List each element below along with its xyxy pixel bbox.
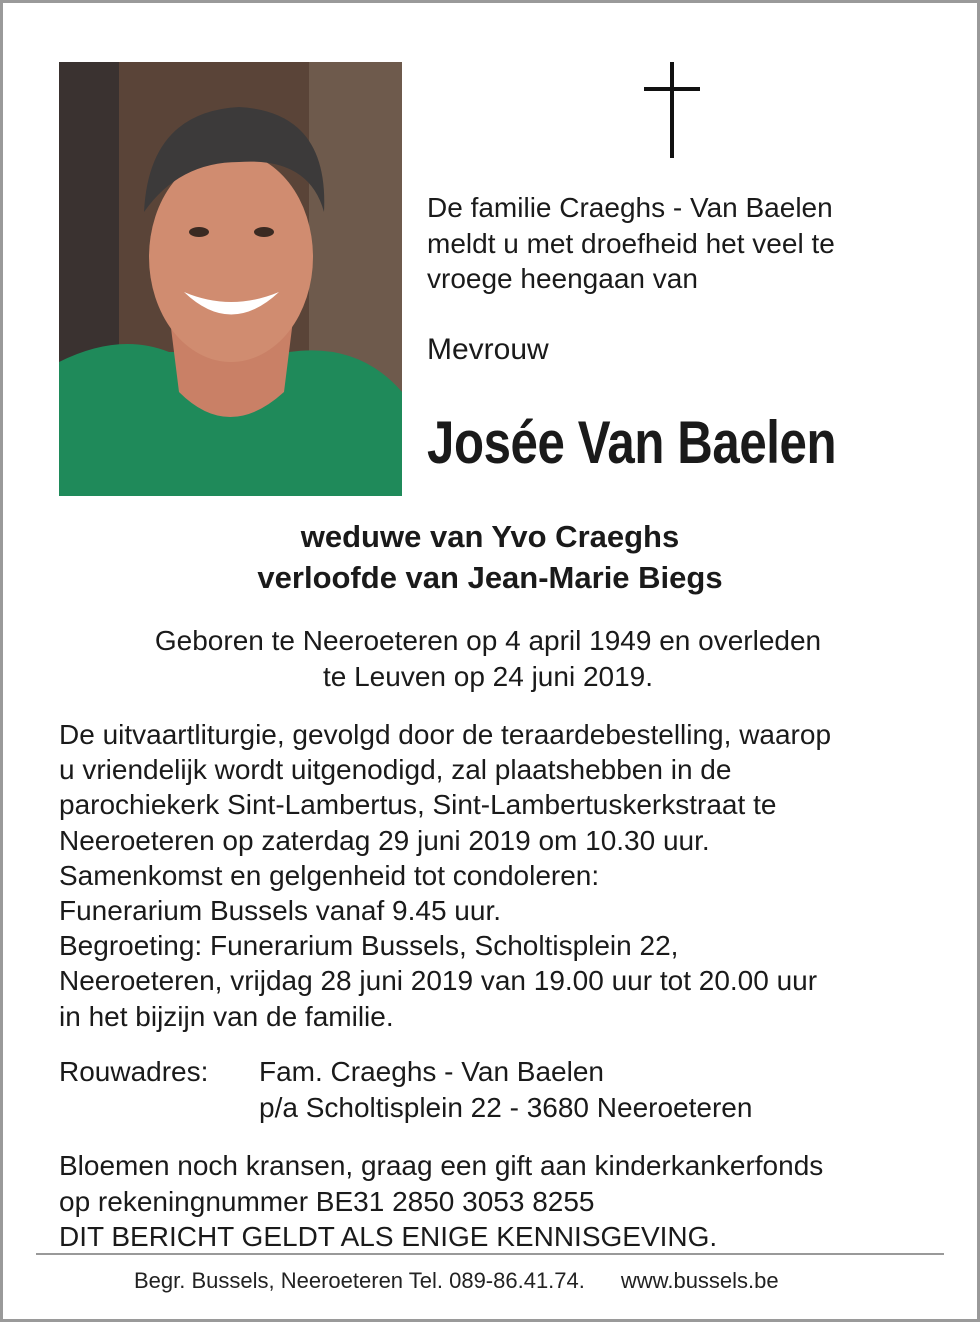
- intro-line: vroege heengaan van: [427, 263, 698, 294]
- intro-line: De familie Craeghs - Van Baelen: [427, 192, 833, 223]
- intro-line: meldt u met droefheid het veel te: [427, 227, 835, 259]
- address-label: Rouwadres:: [59, 1056, 209, 1087]
- relation-line: weduwe van Yvo Craeghs: [300, 519, 680, 554]
- body-line: Samenkomst en gelgenheid tot condoleren:: [59, 859, 600, 891]
- body-line: Funerarium Bussels vanaf 9.45 uur.: [59, 895, 502, 927]
- deceased-name: Josée Van Baelen: [427, 409, 837, 476]
- footer: [134, 1268, 779, 1294]
- website-link[interactable]: www.bussels.be: [620, 1268, 779, 1293]
- funeral-details: [59, 717, 831, 1034]
- body-line: u vriendelijk wordt uitgenodigd, zal plaatshebben in de: [59, 754, 732, 786]
- divider: [36, 1253, 944, 1255]
- relation-line: verloofde van Jean-Marie Biegs: [257, 560, 723, 595]
- closing-line: DIT BERICHT GELDT ALS ENIGE KENNISGEVING.: [59, 1221, 718, 1252]
- undertaker-info: Begr. Bussels, Neeroeteren Tel. 089-86.41.74.: [134, 1268, 585, 1293]
- honorific: Mevrouw: [427, 333, 549, 366]
- body-line: Begroeting: Funerarium Bussels, Scholtisplein 22,: [59, 930, 679, 962]
- dates-line: te Leuven op 24 juni 2019.: [322, 660, 654, 692]
- dates-line: Geboren te Neeroeteren op 4 april 1949 en overleden: [154, 625, 822, 656]
- address-line: p/a Scholtisplein 22 - 3680 Neeroeteren: [259, 1091, 753, 1123]
- portrait-photo: [59, 62, 402, 496]
- body-line: De uitvaartliturgie, gevolgd door de teraardebestelling, waarop: [59, 719, 832, 750]
- closing-line: Bloemen noch kransen, graag een gift aan kinderkankerfonds: [59, 1150, 824, 1181]
- closing-line: op rekeningnummer BE31 2850 3053 8255: [59, 1185, 595, 1217]
- closing-text: [59, 1148, 823, 1255]
- birth-death-dates: [0, 623, 976, 694]
- intro-text: [427, 190, 835, 297]
- body-line: parochiekerk Sint-Lambertus, Sint-Lambertuskerkstraat te: [59, 789, 777, 821]
- body-line: Neeroeteren op zaterdag 29 juni 2019 om 10.30 uur.: [59, 824, 710, 856]
- cross-icon: [644, 62, 700, 158]
- address-line: Fam. Craeghs - Van Baelen: [259, 1056, 604, 1087]
- relations: [0, 516, 980, 598]
- body-line: in het bijzijn van de familie.: [59, 1000, 394, 1032]
- body-line: Neeroeteren, vrijdag 28 juni 2019 van 19.00 uur tot 20.00 uur: [59, 965, 818, 997]
